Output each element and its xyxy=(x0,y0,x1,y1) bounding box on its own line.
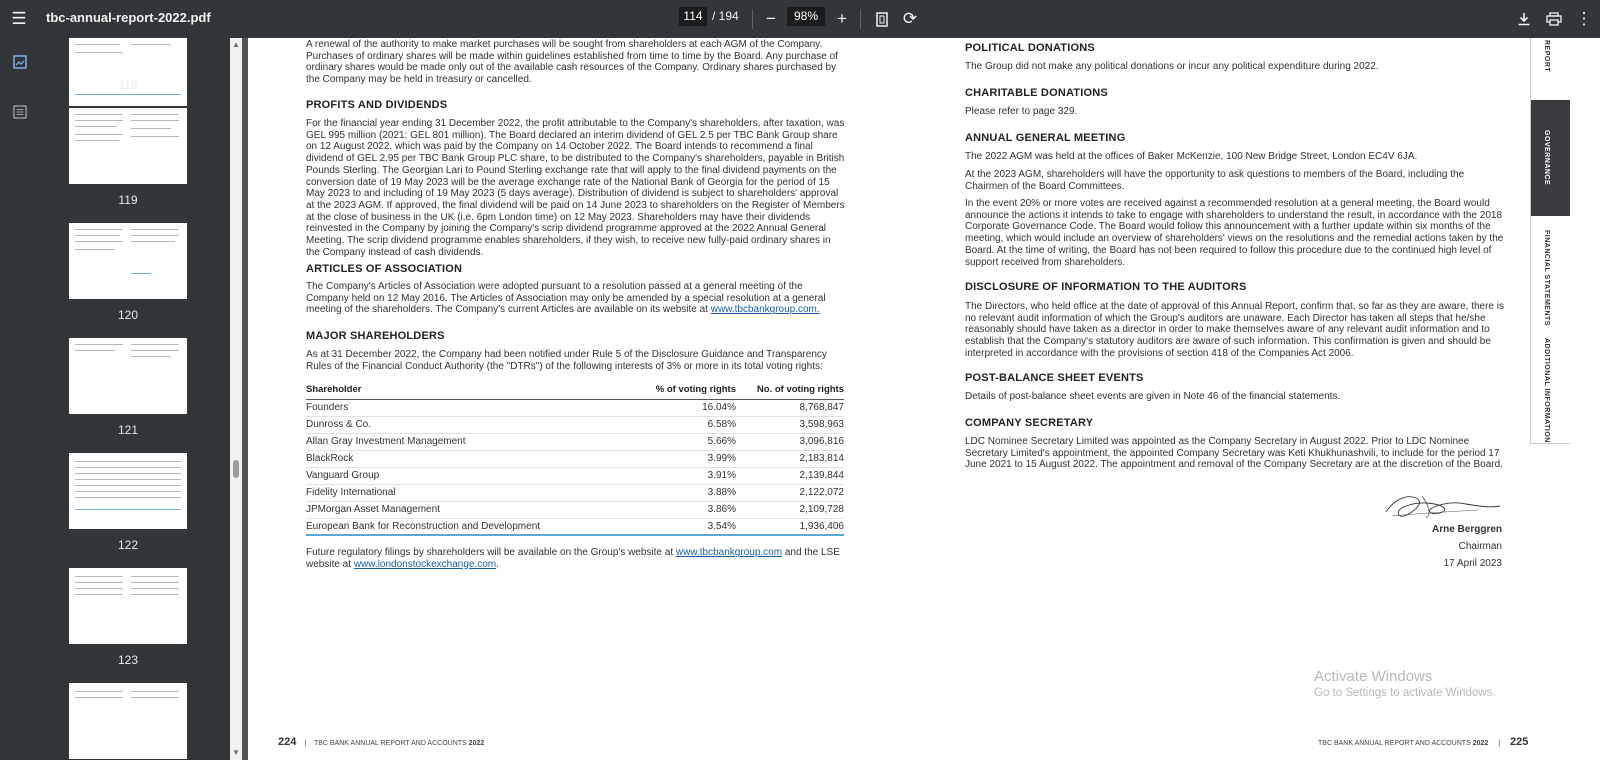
sidebar-nav xyxy=(0,38,40,760)
shareholder-name: BlackRock xyxy=(306,450,636,467)
scrollbar-track[interactable] xyxy=(230,38,242,760)
future-text: and the LSE website at xyxy=(306,547,840,570)
page-total: / 194 xyxy=(712,9,739,23)
charitable-heading: CHARITABLE DONATIONS xyxy=(965,87,1108,99)
thumbnail-label: 123 xyxy=(117,653,139,667)
rotate-icon[interactable]: ⟳ xyxy=(902,9,918,28)
disclosure-heading: DISCLOSURE OF INFORMATION TO THE AUDITORS xyxy=(965,281,1247,293)
table-header-row xyxy=(306,382,844,399)
voting-percent: 3.86% xyxy=(636,501,736,518)
thumbnail-page[interactable] xyxy=(69,223,187,299)
articles-heading: ARTICLES OF ASSOCIATION xyxy=(306,263,463,275)
signature-block xyxy=(1368,490,1502,569)
thumbnail-panel xyxy=(40,38,230,760)
more-vert-icon[interactable]: ⋮ xyxy=(1575,9,1593,28)
outline-view-icon[interactable] xyxy=(11,105,29,123)
shareholder-name: JPMorgan Asset Management xyxy=(306,501,636,518)
table-row xyxy=(306,484,844,501)
scroll-up-icon[interactable]: ▲ xyxy=(232,40,240,49)
scroll-down-icon[interactable]: ▼ xyxy=(232,748,240,757)
table-row xyxy=(306,399,844,416)
zoom-in-icon[interactable]: + xyxy=(837,9,847,28)
voting-count: 3,598,963 xyxy=(736,416,844,433)
zoom-out-icon[interactable]: − xyxy=(766,9,776,28)
shareholder-name: Allan Gray Investment Management xyxy=(306,433,636,450)
voting-count: 2,122,072 xyxy=(736,484,844,501)
right-page-footer: TBC BANK ANNUAL REPORT AND ACCOUNTS 2022 | 225 xyxy=(1318,736,1529,748)
thumbnail-page[interactable] xyxy=(69,38,187,106)
londonstockexchange-link[interactable]: www.londonstockexchange.com xyxy=(353,558,497,570)
table-row xyxy=(306,501,844,518)
download-icon[interactable] xyxy=(1510,5,1538,33)
page-number-input[interactable]: 114 xyxy=(679,7,707,26)
signer-name: Arne Berggren xyxy=(1431,524,1502,535)
signer-title: Chairman xyxy=(1458,541,1502,552)
shareholder-name: Founders xyxy=(306,399,636,416)
section-tab-financial-statements[interactable] xyxy=(1530,216,1570,332)
profits-heading: PROFITS AND DIVIDENDS xyxy=(306,99,448,111)
voting-count: 1,936,406 xyxy=(736,518,844,535)
table-row xyxy=(306,518,844,535)
future-text: . xyxy=(496,558,499,570)
shareholder-name: European Bank for Reconstruction and Development xyxy=(306,518,636,535)
section-tab-report[interactable] xyxy=(1530,38,1570,100)
table-row xyxy=(306,467,844,484)
voting-percent: 3.88% xyxy=(636,484,736,501)
post-balance-heading: POST-BALANCE SHEET EVENTS xyxy=(965,372,1144,384)
document-spread xyxy=(248,38,1600,760)
shareholder-name: Fidelity International xyxy=(306,484,636,501)
sign-date: 17 April 2023 xyxy=(1443,558,1502,569)
major-shareholders-paragraph: As at 31 December 2022, the Company had been notified under Rule 5 of the Disclosure Guidance and Transparency Rules of the Financial Conduct Authority (the "DTRs") of the following interests of 3% or more in its total voting rights: xyxy=(306,349,827,372)
footer-text: TBC BANK ANNUAL REPORT AND ACCOUNTS xyxy=(1318,740,1471,747)
voting-count: 3,096,816 xyxy=(736,433,844,450)
secretary-paragraph: LDC Nominee Secretary Limited was appointed as the Company Secretary in August 2022. Prior to LDC Nominee Secretary Limited's appointment, the appointed Company Secretary was Keti Khukhunashvili, to include for the period 17 June 2021 to 15 August 2022. The appointment and removal of the Company Secretary are at the discretion of the Board. xyxy=(965,436,1503,471)
page-number: 225 xyxy=(1510,736,1529,748)
post-balance-paragraph: Details of post-balance sheet events are given in Note 46 of the financial statements. xyxy=(965,391,1341,402)
future-filings-paragraph xyxy=(306,547,846,570)
voting-percent: 6.58% xyxy=(636,416,736,433)
watermark-subtitle: Go to Settings to activate Windows. xyxy=(1314,687,1496,699)
future-text: Future regulatory filings by shareholders will be available on the Group's website at xyxy=(306,547,674,558)
voting-percent: 5.66% xyxy=(636,433,736,450)
thumbnail-page[interactable] xyxy=(69,568,187,644)
section-tab-additional-information[interactable] xyxy=(1530,332,1570,444)
thumbnail-page[interactable] xyxy=(69,108,187,184)
activate-windows-watermark xyxy=(1314,668,1496,699)
column-header: % of voting rights xyxy=(636,382,736,399)
charitable-paragraph: Please refer to page 329. xyxy=(965,106,1078,117)
thumbnail-page[interactable] xyxy=(69,338,187,414)
table-row xyxy=(306,450,844,467)
section-tab-label: ADDITIONAL INFORMATION xyxy=(1543,338,1550,443)
agm-paragraph-1: The 2022 AGM was held at the offices of Baker McKenzie, 100 New Bridge Street, London EC4V 6JA. xyxy=(965,151,1418,162)
print-icon[interactable] xyxy=(1540,5,1568,33)
section-tab-governance[interactable] xyxy=(1530,100,1570,216)
footer-text: TBC BANK ANNUAL REPORT AND ACCOUNTS xyxy=(313,740,467,747)
column-header: Shareholder xyxy=(306,382,636,399)
profits-paragraph: For the financial year ending 31 December 2022, the profit attributable to the Company's shareholders, after taxation, was GEL 995 million (2021: GEL 801 million). The Board declared an interim dividend of GEL 2.5 per TBC Bank Group share on 12 August 2022, which was paid by the Company on 14 October 2022. The Board intends to recommend a final dividend of GEL 2.95 per TBC Bank Group PLC share, to be distributed to the Company's shareholders, payable in British Pounds Sterling. The Georgian Lari to Pound Sterling exchange rate that will apply to the final dividend payments on the conversion date of 19 May 2023 will be the average exchange rate of the National Bank of Georgia for the period of 15 May 2023 to and including of 19 May 2023 (5 days average). Distribution of dividend is subject to shareholders' approval at the 2023 AGM. If approved, the final dividend will be paid on 14 June 2023 to shareholders on the Register of Members at the close of business in the UK (i.e. 6pm London time) on 12 May 2023. Shareholders may have their dividends reinvested in the Company by joining the Company's scrip dividend programme approved at the 2022 Annual General Meeting. The scrip dividend programme enables shareholders, if they wish, to receive new fully-paid ordinary shares in the Company instead of cash dividends. xyxy=(306,118,845,258)
section-tab-label: GOVERNANCE xyxy=(1543,130,1550,186)
table-row xyxy=(306,416,844,433)
voting-count: 2,183,814 xyxy=(736,450,844,467)
articles-paragraph xyxy=(306,281,846,316)
toolbar-divider xyxy=(752,9,753,29)
column-header: No. of voting rights xyxy=(736,382,844,399)
thumbnail-label: 122 xyxy=(117,538,139,552)
buyback-paragraph: A renewal of the authority to make market purchases will be sought from shareholders at each AGM of the Company. Purchases of ordinary shares will be made within guidelines established from time to time by the Board. Any purchase of ordinary shares would be made only out of the available cash resources of the Company. Ordinary shares purchased by the Company may be held in treasury or cancelled. xyxy=(306,39,838,86)
thumbnail-label: 120 xyxy=(117,308,139,322)
voting-percent: 16.04% xyxy=(636,399,736,416)
footer-year: 2022 xyxy=(1472,740,1489,747)
articles-text: The Company's Articles of Association were adopted pursuant to a resolution passed at a general meeting of the Company held on 12 May 2016. The Articles of Association may only be amended by a special resolution at a general meeting of the shareholders. The Company's current Articles are available on its website at xyxy=(306,281,826,316)
thumbnail-view-icon[interactable] xyxy=(11,55,29,73)
tbcbankgroup-link[interactable]: www.tbcbankgroup.com xyxy=(675,547,783,558)
agm-heading: ANNUAL GENERAL MEETING xyxy=(965,132,1126,144)
footer-year: 2022 xyxy=(468,740,485,747)
shareholder-name: Vanguard Group xyxy=(306,467,636,484)
section-tab-label: FINANCIAL STATEMENTS xyxy=(1543,230,1550,326)
document-title: tbc-annual-report-2022.pdf xyxy=(46,10,211,25)
watermark-title: Activate Windows xyxy=(1314,668,1433,685)
left-page-footer: 224 | TBC BANK ANNUAL REPORT AND ACCOUNTS 2022 xyxy=(278,736,485,748)
thumbnail-label: 118 xyxy=(118,78,138,92)
thumbnail-page[interactable] xyxy=(69,453,187,529)
disclosure-paragraph: The Directors, who held office at the date of approval of this Annual Report, confirm that, so far as they are aware, there is no relevant audit information of which the Group's auditors are unaware. Each Director has taken all steps that he/she reasonably should have taken as a director in order to make themselves aware of any relevant audit information and to establish that the Company's statutory auditors are aware of such information. This confirmation is given and should be interpreted in accordance with the provisions of section 418 of the Companies Act 2006. xyxy=(965,301,1504,359)
agm-paragraph-2: At the 2023 AGM, shareholders will have the opportunity to ask questions to members of the Board, including the Chairmen of the Board Committees. xyxy=(965,169,1465,192)
political-heading: POLITICAL DONATIONS xyxy=(965,42,1095,54)
menu-icon[interactable]: ☰ xyxy=(11,9,27,28)
thumbnail-page[interactable] xyxy=(69,683,187,759)
secretary-heading: COMPANY SECRETARY xyxy=(965,417,1094,429)
toolbar-divider xyxy=(860,9,861,29)
page-number: 224 xyxy=(278,736,297,748)
political-paragraph: The Group did not make any political donations or incur any political expenditure during 2022. xyxy=(965,61,1379,72)
voting-count: 8,768,847 xyxy=(736,399,844,416)
voting-percent: 3.99% xyxy=(636,450,736,467)
signature-image xyxy=(1382,490,1502,522)
tbcbankgroup-link[interactable]: www.tbcbankgroup.com. xyxy=(710,304,820,316)
shareholder-name: Dunross & Co. xyxy=(306,416,636,433)
zoom-input[interactable]: 98% xyxy=(787,7,825,26)
thumbnail-label: 121 xyxy=(117,423,139,437)
voting-percent: 3.54% xyxy=(636,518,736,535)
section-tab-label: REPORT xyxy=(1543,40,1550,73)
agm-paragraph-3: In the event 20% or more votes are received against a recommended resolution at a general meeting, the Board would announce the actions it intends to take to engage with shareholders to understand the result, in accordance with the 2018 Corporate Governance Code. The Board would follow this announcement with a further update within six months of the meeting, which would include an overview of shareholders' views on the resolutions and the remedial actions taken by the Board. At the time of writing, the Board has not been required to follow this procedure due to the continued high level of support received from shareholders. xyxy=(965,198,1504,268)
thumbnail-label: 119 xyxy=(118,193,138,207)
voting-count: 2,109,728 xyxy=(736,501,844,518)
major-shareholders-heading: MAJOR SHAREHOLDERS xyxy=(306,330,445,342)
table-row xyxy=(306,433,844,450)
shareholders-table xyxy=(306,382,844,536)
pdf-toolbar xyxy=(0,0,1600,38)
voting-count: 2,139,844 xyxy=(736,467,844,484)
fit-page-icon[interactable] xyxy=(868,5,896,33)
scrollbar-thumb[interactable] xyxy=(233,460,239,478)
voting-percent: 3.91% xyxy=(636,467,736,484)
